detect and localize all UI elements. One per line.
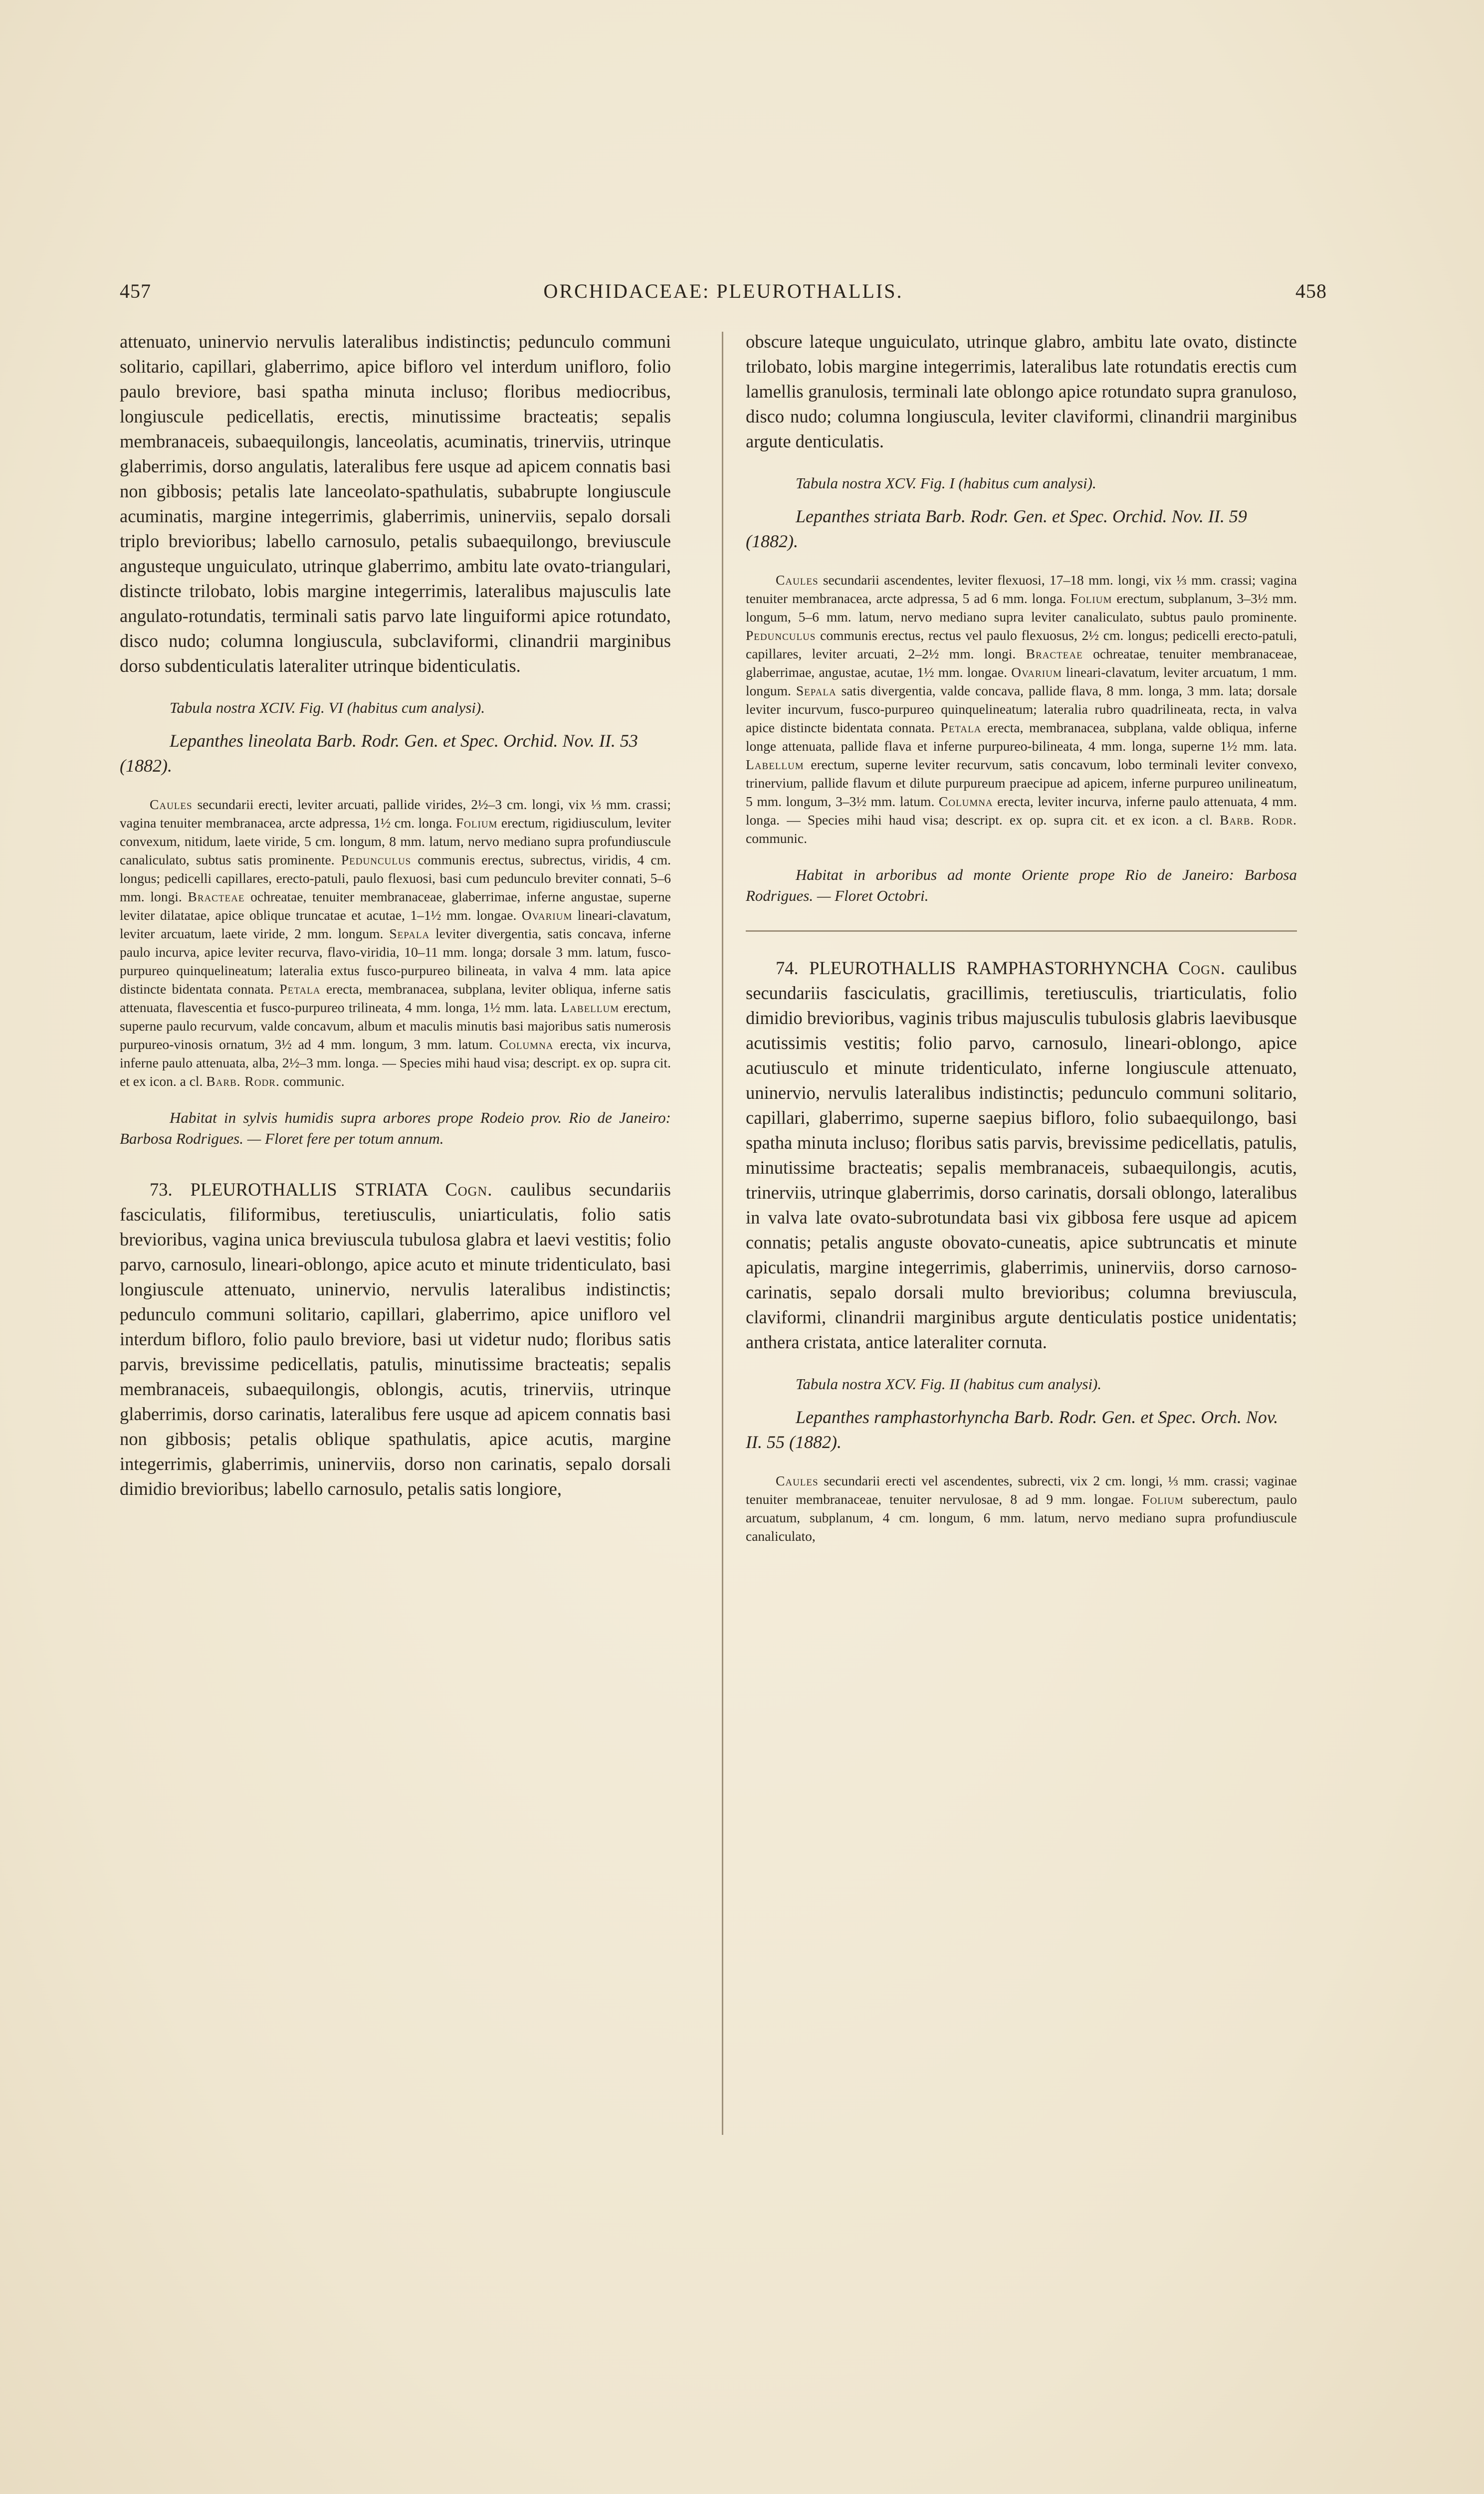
sepala-heading: Sepala [796,683,837,698]
synonym-citation: Lepanthes ramphastorhyncha Barb. Rodr. Gen. et Spec. Orch. Nov. II. 55 (1882). [746,1407,1278,1452]
left-column [120,329,671,1501]
columna-text: erecta, leviter incurva, inferne paulo attenuata, 4 mm. longa. — Species mihi haud visa; descript. ex op. supra cit. et ex icon. a cl. [746,794,1297,828]
plate-reference: Tabula nostra XCIV. Fig. VI (habitus cum analysi). [170,699,485,716]
petala-heading: Petala [279,981,321,997]
right-column [746,329,1297,1545]
folium-text: erectum, subplanum, 3–3½ mm. longum, 5–6 mm. latum, nervo mediano supra leviter canaliculato, subtus paulo prominente. [746,591,1297,624]
bracteae-text: ochreatae, tenuiter membranaceae, glaberrimae, angustae, acutae, 1½ mm. longae. [746,646,1297,680]
labellum-heading: Labellum [561,1000,620,1015]
pedunculus-text: communis erectus, subrectus, viridis, 4 cm. longus; pedicelli capillares, erecto-patuli, paulo flexuosi, basi cum pedunculo breviter connati, 5–6 mm. longi. [120,852,671,904]
page-header [120,279,1327,309]
caules-heading: Caules [776,1473,819,1488]
sepala-text: satis divergentia, valde concava, pallide flava, 8 mm. longa, 3 mm. lata; dorsale leviter incurvum, fusco-purpureo quinquelineatum; lateralia rubro quadrilineata, recta, in valva apice distincte bidentata connata. [746,683,1297,735]
species-73-entry [120,1177,671,1501]
caules-heading: Caules [776,572,819,588]
pedunculus-heading: Pedunculus [341,852,412,867]
detailed-description [746,571,1297,847]
plate-reference: Tabula nostra XCV. Fig. I (habitus cum analysi). [796,474,1096,492]
petala-text: erecta, membranacea, subplana, leviter obliqua, inferne satis attenuata, flavescentia et fusco-purpureo trilineata, 4 mm. longa, 1½ mm. lata. [120,981,671,1015]
folium-heading: Folium [455,815,498,831]
author-abbrev: Barb. Rodr. [1220,812,1297,828]
habitat-note: Habitat in sylvis humidis supra arbores prope Rodeio prov. Rio de Janeiro: Barbosa Rodrigues. — Floret fere per totum annum. [120,1109,671,1147]
sepala-heading: Sepala [389,926,430,941]
synonym-citation: Lepanthes striata Barb. Rodr. Gen. et Spec. Orchid. Nov. II. 59 (1882). [746,506,1247,551]
habitat-note: Habitat in arboribus ad monte Oriente prope Rio de Janeiro: Barbosa Rodrigues. — Floret Octobri. [746,866,1297,904]
page-number-right: 458 [1295,280,1327,302]
bracteae-text: ochreatae, tenuiter membranaceae, glaberrimae, inferne angustae, superne leviter dilatatae, apice oblique truncatae et acutae, 1–1½ mm. longae. [120,889,671,923]
closing-text: communic. [279,1073,345,1089]
species-73-heading: 73. PLEUROTHALLIS STRIATA [150,1179,427,1200]
bracteae-heading: Bracteae [1026,646,1083,661]
pedunculus-text: communis erectus, rectus vel paulo flexuosus, 2½ cm. longus; pedicelli erecto-patuli, capillares, leviter arcuati, 2–2½ mm. longi. [746,627,1297,661]
folium-heading: Folium [1142,1491,1184,1507]
species-73-author: Cogn. [445,1179,493,1200]
section-rule [746,930,1297,932]
species-74-author: Cogn. [1178,958,1226,978]
ovarium-heading: Ovarium [1011,664,1062,680]
page-number-left: 457 [120,280,151,302]
species-74-entry [746,956,1297,1355]
continued-description: attenuato, uninervio nervulis lateralibus indistinctis; pedunculo communi solitario, capillari, glaberrimo, apice bifloro vel interdum unifloro, folio paulo breviore, basi spatha minuta incluso; floribus mediocribus, longiuscule pedicellatis, erectis, minutissime bracteatis; sepalis membranaceis, subaequilongis, lanceolatis, acuminatis, trinerviis, utrinque glaberrimis, dorso angulatis, lateralibus fere usque ad apicem connatis basi non gibbosis; petalis late lanceolato-spathulatis, subabrupte longiuscule acuminatis, margine integerrimis, glaberrimis, uninerviis, sepalo dorsali triplo brevioribus; labello carnosulo, petalis subaequilongo, breviuscule angusteque unguiculato, utrinque glaberrimo, ambitu late ovato-triangulari, distincte trilobato, lobis margine integerrimis, lateralibus majusculis late angulato-rotundatis, terminali satis parvo late linguiformi apice rotundato, disco nudo; columna longiuscula, subclaviformi, clinandrii marginibus dorso subdenticulatis lateraliter utrinque bidenticulatis. [120,331,671,676]
columna-heading: Columna [938,794,993,809]
ovarium-text: lineari-clavatum, leviter arcuatum, 1 mm. longum. [746,664,1297,698]
folium-heading: Folium [1070,591,1112,606]
species-74-heading: 74. PLEUROTHALLIS RAMPHASTORHYNCHA [776,958,1168,978]
ovarium-text: lineari-clavatum, leviter arcuatum, laete viride, 2 mm. longum. [120,907,671,941]
detailed-description [120,795,671,1090]
author-abbrev: Barb. Rodr. [206,1073,280,1089]
folium-text: suberectum, paulo arcuatum, subplanum, 4 cm. longum, 6 mm. latum, nervo mediano supra profundiuscule canaliculato, [746,1491,1297,1544]
detailed-description [746,1471,1297,1545]
columna-heading: Columna [499,1037,554,1052]
ovarium-heading: Ovarium [521,907,573,923]
pedunculus-heading: Pedunculus [746,627,816,643]
caules-text: secundarii erecti vel ascendentes, subrecti, vix 2 cm. longi, ⅓ mm. crassi; vaginae tenuiter membranaceae, tenuiter nervulosae, 8 ad 9 mm. longae. [746,1473,1297,1507]
sepala-text: leviter divergentia, satis concava, inferne paulo incurva, apice leviter recurva, flavo-viridia, 10–11 mm. longa; dorsale 3 mm. latum, fusco-purpureo quinquelineatum; lateralia extus fusco-purpureo bilineata, in valva 4 mm. lata apice distincte bidentata connata. [120,926,671,997]
folium-text: erectum, rigidiusculum, leviter convexum, nitidum, laete viride, 5 cm. longum, 8 mm. latum, nervo mediano supra profundiuscule canaliculato, subtus satis prominente. [120,815,671,867]
columna-text: erecta, vix incurva, inferne paulo attenuata, alba, 2½–3 mm. longa. — Species mihi haud visa; descript. ex op. supra cit. et ex icon. a cl. [120,1037,671,1089]
labellum-text: erectum, superne paulo recurvum, valde concavum, album et maculis minutis basi majoribus satis numerosis purpureo-vinosis ornatum, 3½ ad 4 mm. longum, 3 mm. latum. [120,1000,671,1052]
synonym-citation: Lepanthes lineolata Barb. Rodr. Gen. et Spec. Orchid. Nov. II. 53 (1882). [120,731,638,776]
species-74-diagnosis: caulibus secundariis fasciculatis, gracillimis, teretiusculis, triarticulatis, folio dimidio brevioribus, vaginis tribus majusculis tubulosis glabris laevibusque acutissimis vestitis; folio parvo, carnosulo, lineari-oblongo, apice acutiusculo et minute tridenticulato, inferne longiuscule attenuato, uninervio, nervulis lateralibus indistinctis; pedunculo communi solitario, capillari, glaberrimo, superne saepius bifloro, folio subaequilongo, basi spatha minuta incluso; floribus satis parvis, brevissime pedicellatis, patulis, minutissime bracteatis; sepalis membranaceis, subaequilongis, acutis, trinerviis, utrinque glaberrimis, dorso carinatis, dorsali oblongo, lateralibus in valva late ovato-subrotundata basi vix gibbosa fere usque ad apicem connatis; petalis anguste obovato-cuneatis, apice subtruncatis et minute apiculatis, margine integerrimis, glaberrimis, uninerviis, dorso carnoso-carinatis, sepalo dorsali multo brevioribus; columna breviuscula, claviformi, clinandrii marginibus argute denticulatis postice unidentatis; anthera cristata, antice lateraliter cornuta. [746,958,1297,1352]
species-73-diagnosis: caulibus secundariis fasciculatis, filiformibus, teretiusculis, uniarticulatis, folio satis brevioribus, vagina unica breviuscula tubulosa glabra et laevi vestitis; folio parvo, carnosulo, lineari-oblongo, apice acuto et minute tridenticulato, basi longiuscule attenuato, uninervio, nervulis lateralibus indistinctis; pedunculo communi solitario, capillari, glaberrimo, apice unifloro vel interdum bifloro, folio paulo breviore, basi ut videtur nudo; floribus satis parvis, brevissime pedicellatis, patulis, minutissime bracteatis; sepalis membranaceis, subaequilongis, oblongis, acutis, trinerviis, utrinque glaberrimis, dorso carinatis, lateralibus fere usque ad apicem connatis basi non gibbosis; petalis oblique spathulatis, apice acutis, margine integerrimis, glaberrimis, uninerviis, dorso non carinatis, sepalo dorsali dimidio brevioribus; labello carnosulo, petalis satis longiore, [120,1179,671,1499]
petala-heading: Petala [940,720,982,735]
caules-heading: Caules [150,797,193,812]
column-divider [722,332,723,2135]
continued-description: obscure lateque unguiculato, utrinque glabro, ambitu late ovato, distincte trilobato, lobis margine integerrimis, lateralibus late rotundatis erectis cum lamellis granulosis, terminali late oblongo apice rotundato supra granuloso, disco nudo; columna longiuscula, leviter claviformi, clinandrii marginibus argute denticulatis. [746,331,1297,451]
plate-reference: Tabula nostra XCV. Fig. II (habitus cum analysi). [796,1375,1102,1393]
caules-text: secundarii ascendentes, leviter flexuosi, 17–18 mm. longi, vix ⅓ mm. crassi; vagina tenuiter membranacea, arcte adpressa, 5 ad 6 mm. longa. [746,572,1297,606]
running-title: ORCHIDACEAE: PLEUROTHALLIS. [543,280,903,302]
petala-text: erecta, membranacea, subplana, valde obliqua, inferne longe attenuata, pallide flava et inferne purpureo-bilineata, 4 mm. longa, superne 1½ mm. lata. [746,720,1297,754]
caules-text: secundarii erecti, leviter arcuati, pallide virides, 2½–3 cm. longi, vix ⅓ mm. crassi; vagina tenuiter membranacea, arcte adpressa, 1½ cm. longa. [120,797,671,831]
labellum-heading: Labellum [746,757,804,772]
labellum-text: erectum, superne leviter recurvum, satis concavum, lobo terminali leviter convexo, trinervium, pallide flavum et dilute purpureum praecipue ad apicem, inferne purpureo unilineatum, 5 mm. longum, 3–3½ mm. latum. [746,757,1297,809]
closing-text: communic. [746,831,807,846]
bracteae-heading: Bracteae [188,889,245,904]
